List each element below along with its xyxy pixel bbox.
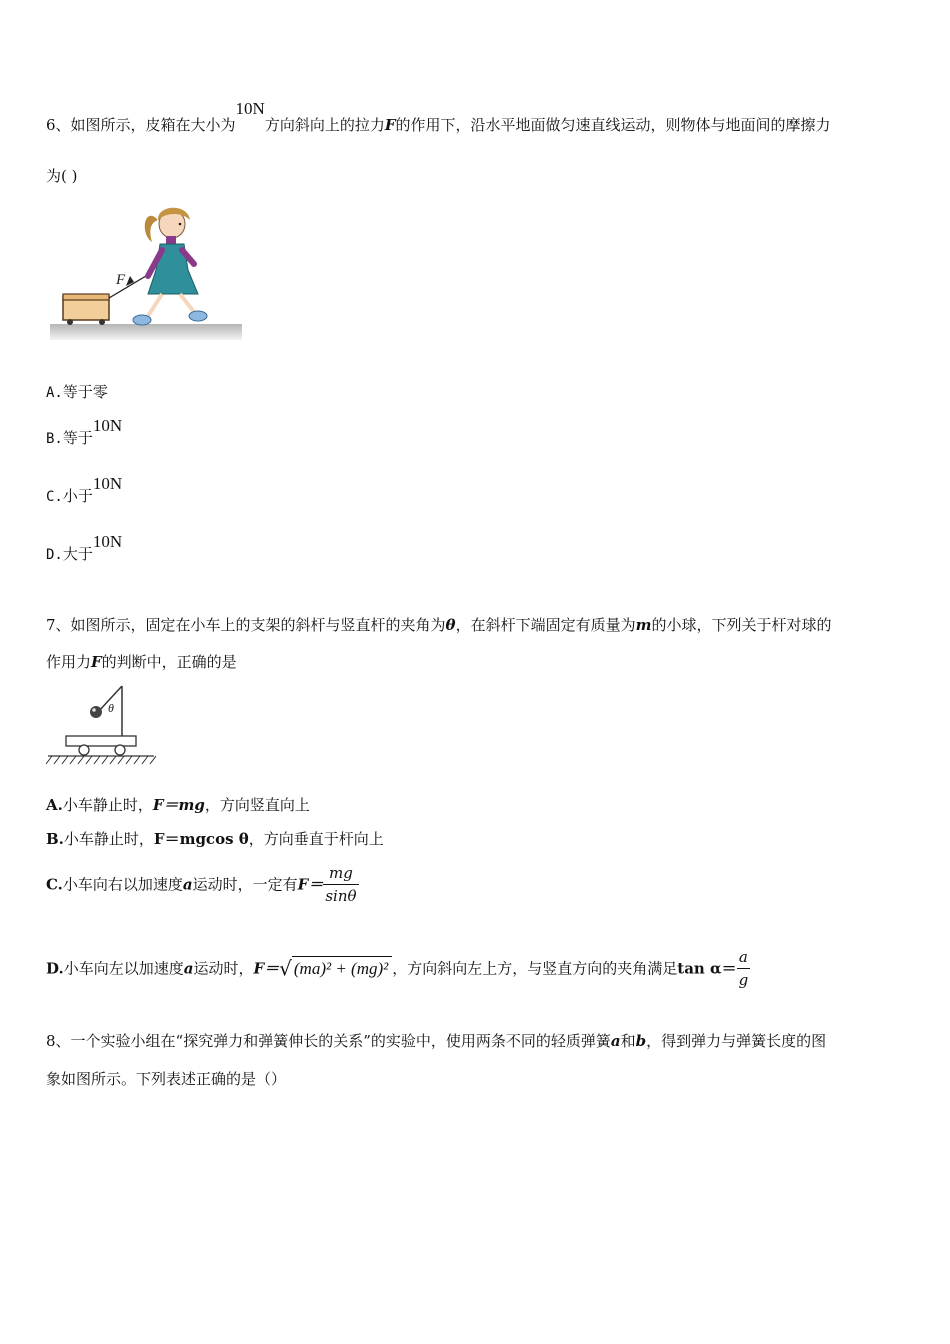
q7-figure-label-theta: θ (108, 701, 114, 715)
q6-suffix: 的作用下，沿水平地面做匀速直线运动，则物体与地面间的摩擦力 (395, 116, 831, 134)
suitcase-icon (63, 294, 109, 325)
q6-line1 (46, 99, 831, 135)
sqrt-radicand: (ma)² + (mg)² (292, 956, 392, 978)
fraction-mg-over-sin (323, 862, 358, 907)
q7-text-c: 的小球，下列关于杆对球的 (651, 616, 832, 634)
q6-option-d (46, 532, 123, 565)
q7-mass-symbol: m (635, 616, 652, 634)
option-tail: ，方向斜向左上方，与竖直方向的夹角满足 (392, 959, 678, 978)
q7-option-a (46, 795, 310, 815)
option-tail: ，方向竖直向上 (204, 796, 310, 814)
option-label: B. (46, 431, 63, 447)
option-label: B. (46, 830, 64, 848)
q7-option-d (46, 946, 750, 991)
q6-force-symbol: F (384, 116, 396, 134)
option-label: C. (46, 489, 63, 505)
q6-value: 10N (235, 99, 265, 118)
fraction-numerator: mg (323, 862, 358, 885)
q8-text-b: ，得到弹力与弹簧长度的图 (646, 1032, 827, 1050)
option-F-eq: F＝ (297, 875, 324, 894)
option-label: C. (46, 875, 63, 894)
q8-spring-b: b (635, 1032, 647, 1050)
q7-theta: θ (445, 616, 456, 634)
q6-line2: 为( ) (46, 167, 78, 185)
option-acc-symbol: a (182, 875, 193, 894)
q7-line1 (46, 615, 831, 635)
q7-text-a: 7、如图所示，固定在小车上的支架的斜杆与竖直杆的夹角为 (46, 616, 446, 634)
fraction-a-over-g (737, 946, 751, 991)
option-mid: 运动时，一定有 (192, 875, 298, 894)
q7-text-e: 的判断中，正确的是 (101, 653, 237, 671)
q6-option-c (46, 474, 123, 507)
option-F-eq: F＝ (253, 959, 280, 978)
option-text: 等于零 (62, 383, 108, 401)
q6-option-a (46, 382, 108, 403)
option-mid: 运动时， (193, 959, 254, 978)
q8-line2: 象如图所示。下列表述正确的是（） (46, 1070, 287, 1088)
option-text: 小车静止时， (62, 796, 153, 814)
option-formula: F＝mgcos θ (153, 830, 249, 848)
sqrt-sign-icon: √ (279, 956, 292, 981)
option-acc-symbol: a (183, 959, 194, 978)
option-text: 小车向左以加速度 (63, 959, 184, 978)
q8-and: 和 (620, 1032, 636, 1050)
ball-icon (90, 706, 102, 718)
q6-middle: 方向斜向上的拉力 (264, 116, 385, 134)
option-value: 10N (92, 474, 123, 493)
option-label: D. (46, 547, 63, 563)
q7-text-d: 作用力 (46, 653, 92, 671)
fraction-numerator: a (737, 946, 751, 969)
q6-figure-label-F: F (116, 272, 126, 288)
q7-text-b: ，在斜杆下端固定有质量为 (455, 616, 636, 634)
option-tail: ，方向垂直于杆向上 (248, 830, 384, 848)
option-label: A. (46, 385, 63, 401)
q7-figure-cart (46, 682, 156, 768)
q6-option-b (46, 416, 123, 449)
option-label: A. (46, 796, 63, 814)
option-text: 小车静止时， (63, 830, 154, 848)
option-value: 10N (92, 532, 123, 551)
q6-prefix: 6、如图所示，皮箱在大小为 (46, 116, 236, 134)
q7-line2 (46, 652, 237, 672)
q8-spring-a: a (610, 1032, 621, 1050)
q6-figure-girl-pulling-box (48, 198, 244, 348)
q7-option-c (46, 862, 359, 907)
ground-surface (50, 324, 242, 340)
option-text: 小车向右以加速度 (62, 875, 183, 894)
q7-force-symbol: F (91, 653, 102, 671)
q8-line1 (46, 1031, 826, 1051)
option-tan: tan α＝ (677, 959, 737, 978)
option-text: 小于 (62, 487, 93, 505)
option-text: 等于 (62, 429, 93, 447)
fraction-denominator: sinθ (325, 887, 357, 905)
option-label: D. (46, 959, 64, 978)
girl-icon (133, 208, 207, 325)
q7-option-b (46, 829, 384, 849)
option-formula: F＝mg (152, 796, 205, 814)
q8-text-a: 8、一个实验小组在“探究弹力和弹簧伸长的关系”的实验中，使用两条不同的轻质弹簧 (46, 1032, 611, 1050)
fraction-denominator: g (738, 971, 749, 989)
option-value: 10N (92, 416, 123, 435)
option-text: 大于 (62, 545, 93, 563)
cart-icon (66, 736, 136, 746)
